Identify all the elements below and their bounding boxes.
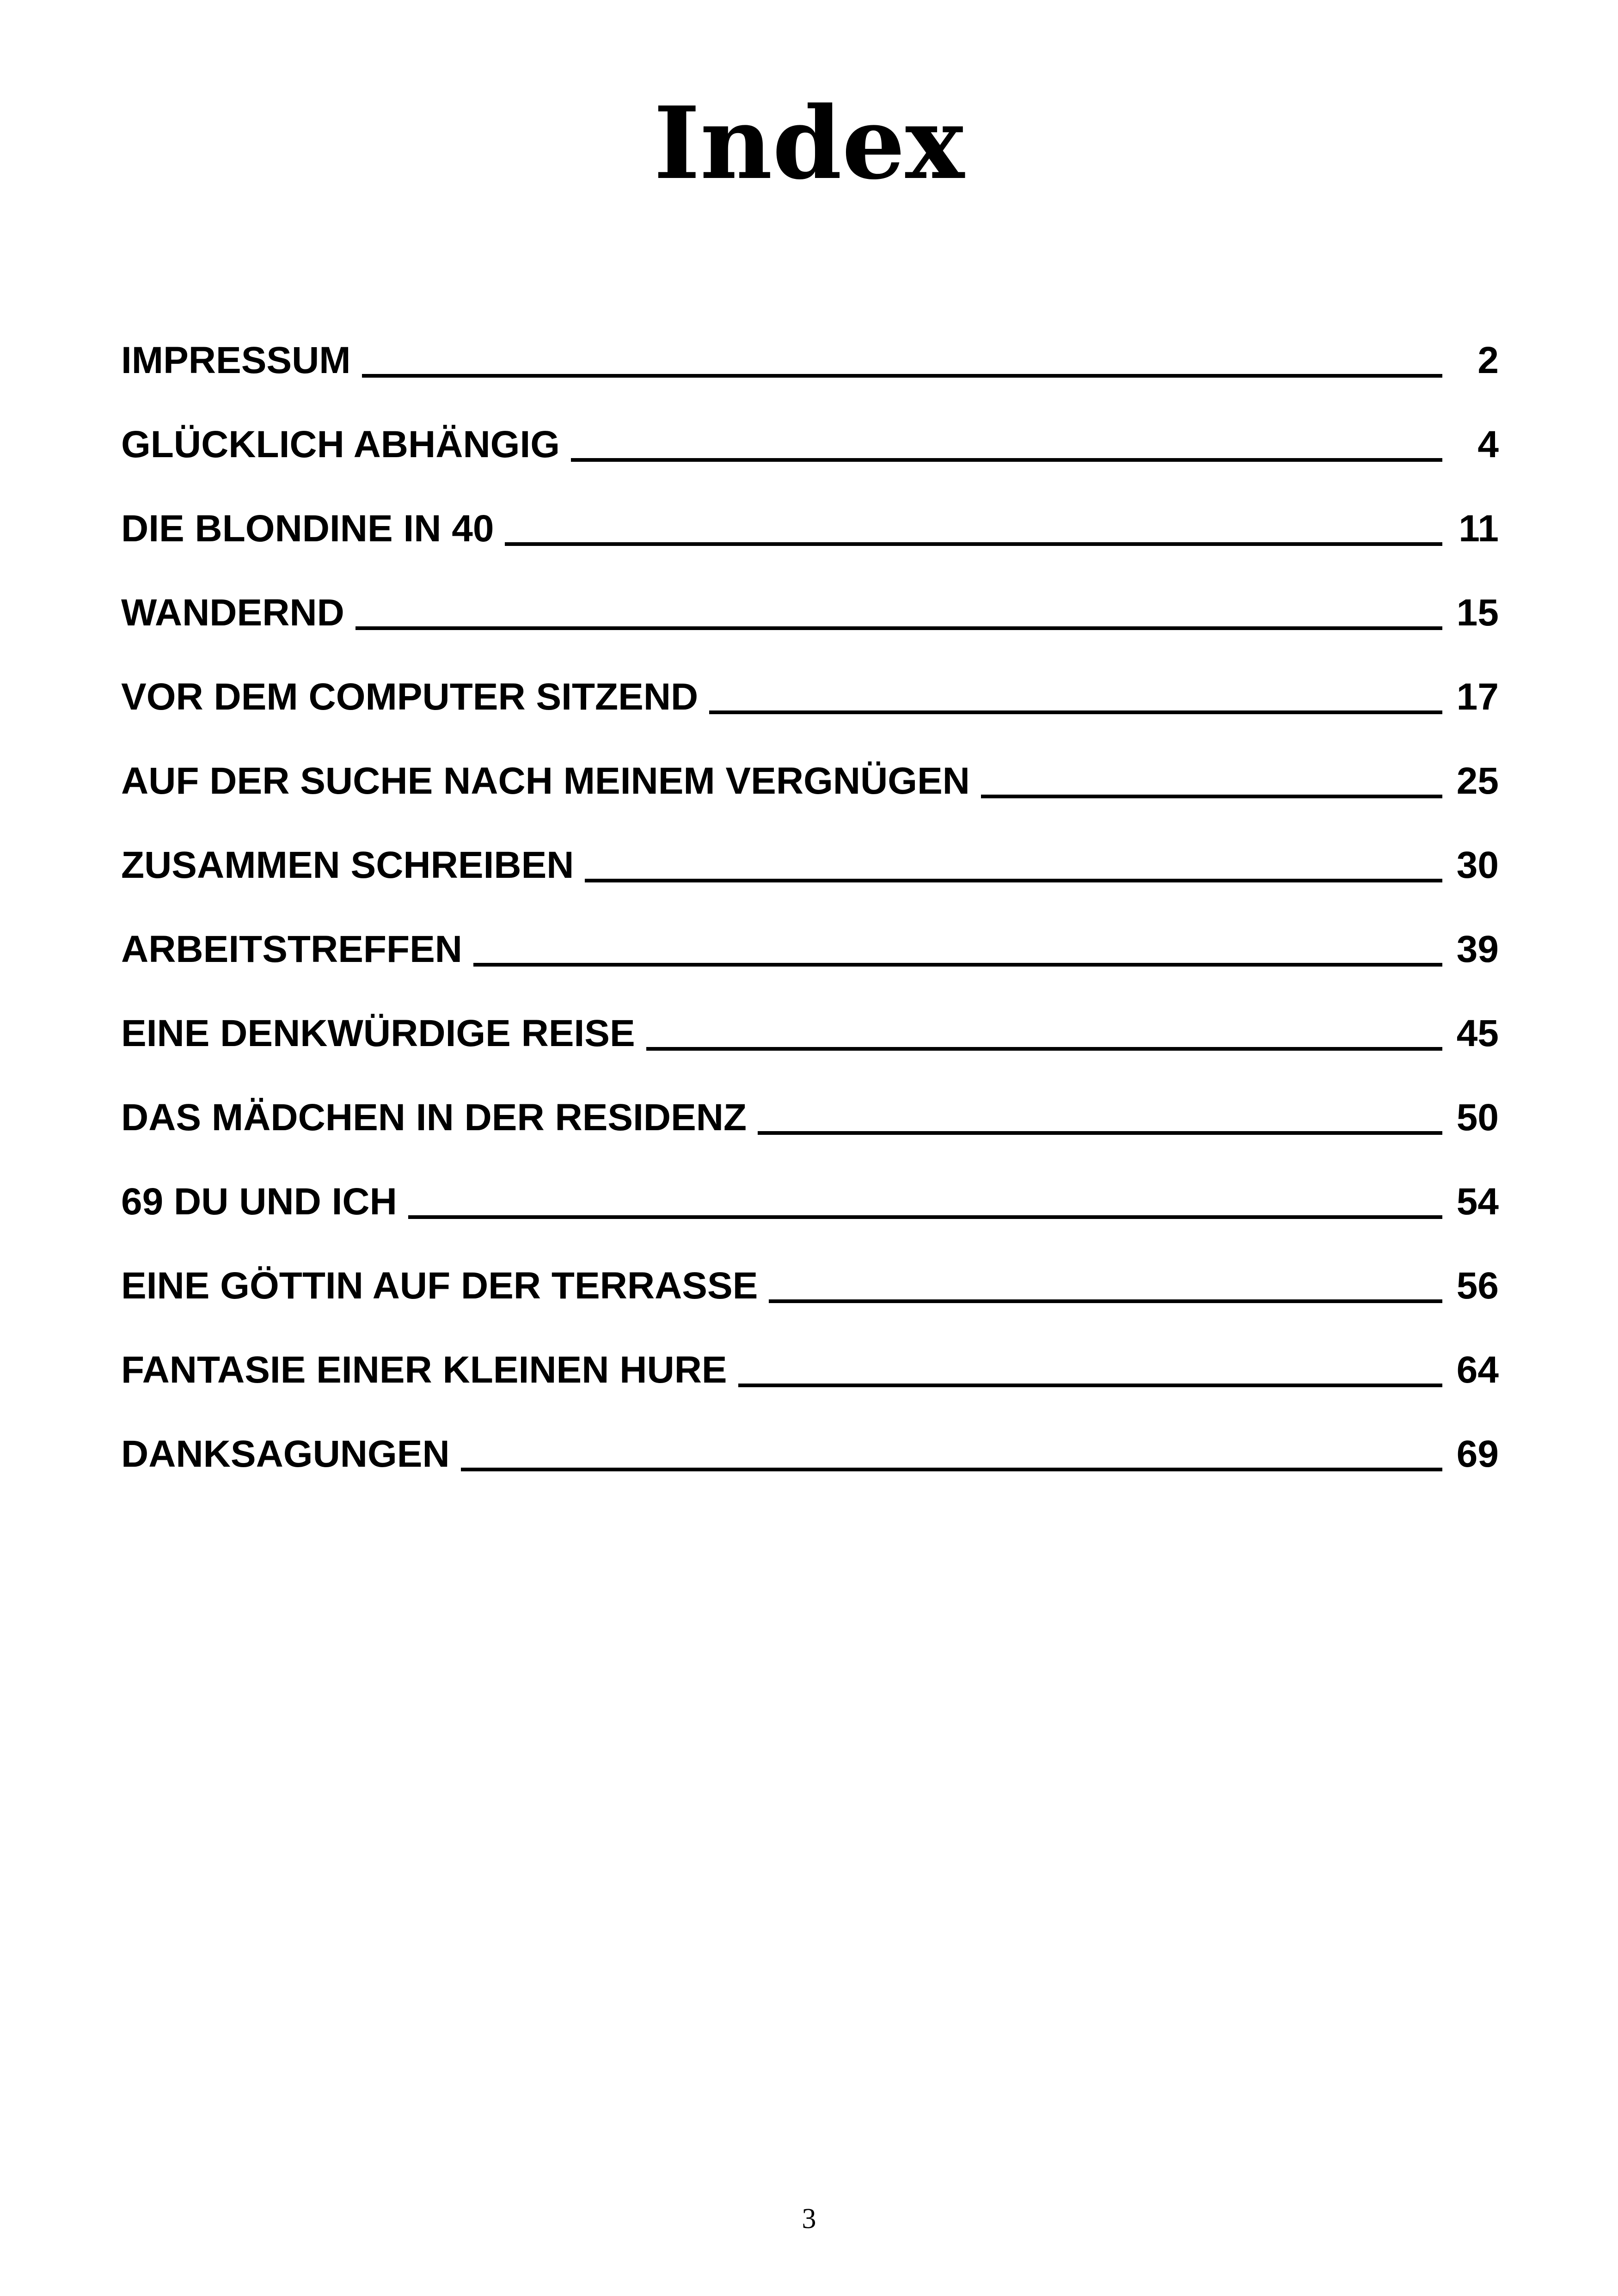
page-title: Index xyxy=(653,85,965,202)
toc-entry[interactable] xyxy=(121,1427,1499,1511)
toc-entry-title: FANTASIE EINER KLEINEN HURE xyxy=(121,1349,727,1391)
toc-leader-line xyxy=(473,963,1442,967)
toc-entry[interactable] xyxy=(121,669,1499,753)
toc-entry-title: IMPRESSUM xyxy=(121,339,351,381)
toc-entry[interactable] xyxy=(121,1342,1499,1427)
toc-leader-line xyxy=(461,1468,1442,1471)
toc-entry-page: 64 xyxy=(1456,1349,1499,1391)
toc-entry-page: 39 xyxy=(1456,928,1499,970)
table-of-contents xyxy=(121,333,1499,1511)
toc-entry-title: ARBEITSTREFFEN xyxy=(121,928,462,970)
toc-entry-page: 17 xyxy=(1456,676,1499,718)
toc-entry-page: 45 xyxy=(1456,1012,1499,1054)
toc-leader-line xyxy=(646,1047,1442,1051)
toc-entry-title: AUF DER SUCHE NACH MEINEM VERGNÜGEN xyxy=(121,760,970,802)
toc-entry-page: 50 xyxy=(1456,1096,1499,1139)
toc-entry[interactable] xyxy=(121,1090,1499,1174)
toc-leader-line xyxy=(709,710,1442,714)
toc-entry-title: GLÜCKLICH ABHÄNGIG xyxy=(121,423,560,465)
toc-entry-title: DIE BLONDINE IN 40 xyxy=(121,508,494,550)
toc-entry-page: 25 xyxy=(1456,760,1499,802)
toc-entry[interactable] xyxy=(121,417,1499,501)
toc-entry[interactable] xyxy=(121,1006,1499,1090)
toc-leader-line xyxy=(571,458,1442,462)
toc-entry[interactable] xyxy=(121,922,1499,1006)
toc-entry-title: EINE DENKWÜRDIGE REISE xyxy=(121,1012,635,1054)
toc-entry-page: 69 xyxy=(1456,1433,1499,1475)
toc-entry-title: WANDERND xyxy=(121,592,344,634)
toc-entry[interactable] xyxy=(121,753,1499,838)
toc-entry-page: 4 xyxy=(1477,423,1499,465)
toc-entry[interactable] xyxy=(121,501,1499,585)
toc-entry-title: EINE GÖTTIN AUF DER TERRASSE xyxy=(121,1265,758,1307)
toc-entry-title: DAS MÄDCHEN IN DER RESIDENZ xyxy=(121,1096,747,1139)
toc-leader-line xyxy=(362,374,1442,378)
toc-entry-page: 2 xyxy=(1477,339,1499,381)
toc-leader-line xyxy=(981,795,1442,798)
toc-leader-line xyxy=(408,1215,1442,1219)
toc-leader-line xyxy=(505,542,1442,546)
toc-entry[interactable] xyxy=(121,1258,1499,1342)
page-number: 3 xyxy=(802,2203,816,2235)
toc-entry[interactable] xyxy=(121,585,1499,669)
toc-entry-title: 69 DU UND ICH xyxy=(121,1181,397,1223)
toc-entry[interactable] xyxy=(121,838,1499,922)
toc-entry-page: 11 xyxy=(1459,508,1499,550)
toc-entry-title: ZUSAMMEN SCHREIBEN xyxy=(121,844,574,886)
toc-leader-line xyxy=(758,1131,1442,1135)
toc-entry[interactable] xyxy=(121,333,1499,417)
toc-entry-page: 30 xyxy=(1456,844,1499,886)
toc-entry-title: VOR DEM COMPUTER SITZEND xyxy=(121,676,699,718)
toc-entry[interactable] xyxy=(121,1174,1499,1258)
toc-leader-line xyxy=(769,1299,1442,1303)
toc-entry-page: 15 xyxy=(1456,592,1499,634)
toc-entry-page: 54 xyxy=(1456,1181,1499,1223)
toc-entry-title: DANKSAGUNGEN xyxy=(121,1433,450,1475)
toc-leader-line xyxy=(738,1384,1442,1387)
toc-entry-page: 56 xyxy=(1456,1265,1499,1307)
toc-leader-line xyxy=(355,626,1442,630)
toc-leader-line xyxy=(585,879,1442,882)
